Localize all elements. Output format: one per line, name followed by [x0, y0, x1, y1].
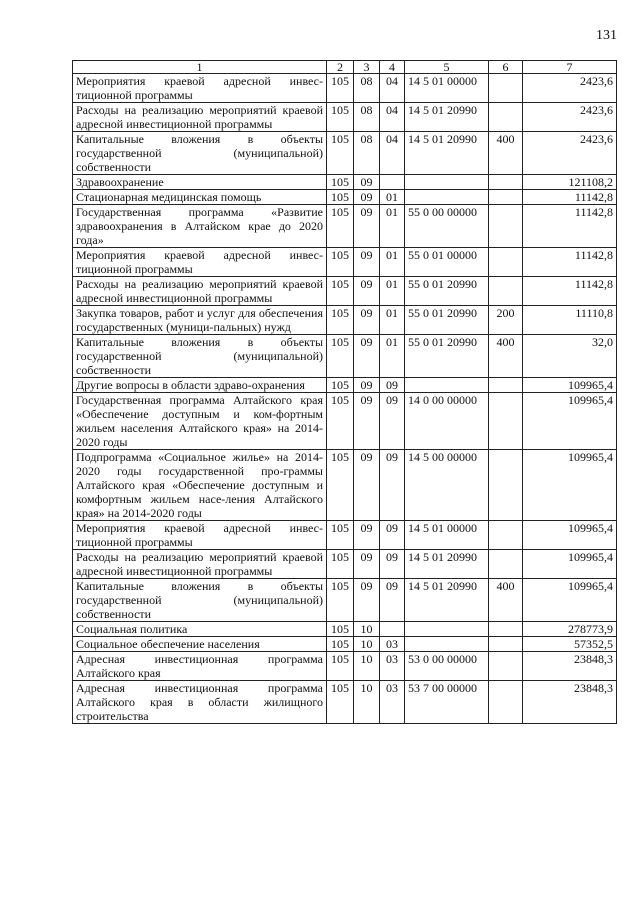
column-header: 3: [354, 61, 380, 74]
cell-subsection-code: 09: [380, 521, 405, 550]
column-header: 5: [405, 61, 489, 74]
cell-section-code: 09: [354, 306, 380, 335]
cell-amount: 57352,5: [523, 637, 617, 652]
cell-ministry-code: 105: [327, 306, 354, 335]
cell-target-article: 14 5 01 00000: [405, 74, 489, 103]
table-row: [73, 550, 617, 579]
table-row: [73, 378, 617, 393]
cell-section-code: 09: [354, 393, 380, 450]
cell-amount: 121108,2: [523, 175, 617, 190]
cell-amount: 2423,6: [523, 74, 617, 103]
table-row: [73, 132, 617, 175]
cell-amount: 32,0: [523, 335, 617, 378]
cell-name: Расходы на реализацию мероприятий краевой адресной инвестиционной программы: [73, 550, 327, 579]
cell-expense-type: [489, 205, 523, 248]
cell-subsection-code: 09: [380, 378, 405, 393]
cell-ministry-code: 105: [327, 205, 354, 248]
cell-section-code: 09: [354, 335, 380, 378]
table-row: [73, 393, 617, 450]
cell-section-code: 08: [354, 132, 380, 175]
cell-target-article: [405, 175, 489, 190]
cell-expense-type: 200: [489, 306, 523, 335]
cell-target-article: 55 0 01 00000: [405, 248, 489, 277]
table-row: [73, 190, 617, 205]
cell-target-article: 14 5 00 00000: [405, 450, 489, 521]
table-row: [73, 205, 617, 248]
cell-name: Капитальные вложения в объекты государственной (муниципальной) собственности: [73, 335, 327, 378]
table-row: [73, 652, 617, 681]
cell-ministry-code: 105: [327, 175, 354, 190]
column-header: 1: [73, 61, 327, 74]
table-row: [73, 579, 617, 622]
cell-expense-type: [489, 450, 523, 521]
cell-expense-type: [489, 637, 523, 652]
cell-name: Мероприятия краевой адресной инвес-тиционной программы: [73, 248, 327, 277]
cell-expense-type: [489, 378, 523, 393]
cell-section-code: 09: [354, 450, 380, 521]
cell-target-article: 55 0 00 00000: [405, 205, 489, 248]
table-row: [73, 450, 617, 521]
cell-target-article: 14 0 00 00000: [405, 393, 489, 450]
cell-target-article: [405, 378, 489, 393]
cell-subsection-code: 01: [380, 248, 405, 277]
cell-expense-type: [489, 652, 523, 681]
cell-section-code: 10: [354, 622, 380, 637]
cell-name: Государственная программа «Развитие здравоохранения в Алтайском крае до 2020 года»: [73, 205, 327, 248]
table-header-row: [73, 61, 617, 74]
table-row: [73, 637, 617, 652]
cell-expense-type: [489, 175, 523, 190]
column-header: 4: [380, 61, 405, 74]
cell-name: Здравоохранение: [73, 175, 327, 190]
table-row: [73, 681, 617, 724]
cell-subsection-code: 01: [380, 277, 405, 306]
cell-expense-type: 400: [489, 335, 523, 378]
cell-target-article: 14 5 01 00000: [405, 521, 489, 550]
cell-amount: 2423,6: [523, 132, 617, 175]
cell-expense-type: [489, 393, 523, 450]
cell-name: Расходы на реализацию мероприятий краевой адресной инвестиционной программы: [73, 103, 327, 132]
cell-target-article: 53 0 00 00000: [405, 652, 489, 681]
cell-expense-type: 400: [489, 132, 523, 175]
cell-expense-type: [489, 277, 523, 306]
cell-subsection-code: 01: [380, 306, 405, 335]
cell-amount: 11142,8: [523, 277, 617, 306]
cell-ministry-code: 105: [327, 248, 354, 277]
cell-target-article: 55 0 01 20990: [405, 335, 489, 378]
cell-name: Адресная инвестиционная программа Алтайского края: [73, 652, 327, 681]
cell-target-article: [405, 622, 489, 637]
cell-subsection-code: 01: [380, 335, 405, 378]
cell-name: Капитальные вложения в объекты государственной (муниципальной) собственности: [73, 579, 327, 622]
cell-name: Капитальные вложения в объекты государственной (муниципальной) собственности: [73, 132, 327, 175]
cell-name: Подпрограмма «Социальное жилье» на 2014-2020 годы государственной про-граммы Алтайского края «Обеспечение доступным и комфортным жильем насе-ления Алтайского края» на 2014-2020 годы: [73, 450, 327, 521]
cell-section-code: 09: [354, 550, 380, 579]
cell-subsection-code: 04: [380, 74, 405, 103]
cell-target-article: [405, 637, 489, 652]
page-number: 131: [596, 28, 617, 43]
cell-name: Расходы на реализацию мероприятий краевой адресной инвестиционной программы: [73, 277, 327, 306]
cell-expense-type: [489, 248, 523, 277]
cell-target-article: [405, 190, 489, 205]
cell-section-code: 09: [354, 378, 380, 393]
cell-ministry-code: 105: [327, 637, 354, 652]
cell-name: Мероприятия краевой адресной инвес-тиционной программы: [73, 521, 327, 550]
cell-expense-type: 400: [489, 579, 523, 622]
cell-name: Мероприятия краевой адресной инвес-тиционной программы: [73, 74, 327, 103]
cell-section-code: 10: [354, 652, 380, 681]
cell-amount: 11110,8: [523, 306, 617, 335]
cell-expense-type: [489, 190, 523, 205]
cell-amount: 23848,3: [523, 652, 617, 681]
cell-amount: 109965,4: [523, 579, 617, 622]
cell-expense-type: [489, 74, 523, 103]
cell-ministry-code: 105: [327, 378, 354, 393]
cell-target-article: 14 5 01 20990: [405, 550, 489, 579]
cell-subsection-code: 03: [380, 637, 405, 652]
cell-amount: 23848,3: [523, 681, 617, 724]
cell-subsection-code: [380, 175, 405, 190]
cell-target-article: 53 7 00 00000: [405, 681, 489, 724]
cell-amount: 11142,8: [523, 205, 617, 248]
cell-name: Адресная инвестиционная программа Алтайского края в области жилищного строительства: [73, 681, 327, 724]
cell-subsection-code: 04: [380, 103, 405, 132]
cell-ministry-code: 105: [327, 622, 354, 637]
cell-expense-type: [489, 681, 523, 724]
cell-ministry-code: 105: [327, 652, 354, 681]
cell-name: Другие вопросы в области здраво-охранения: [73, 378, 327, 393]
cell-section-code: 09: [354, 190, 380, 205]
cell-amount: 109965,4: [523, 450, 617, 521]
table-row: [73, 521, 617, 550]
cell-amount: 109965,4: [523, 521, 617, 550]
cell-section-code: 09: [354, 175, 380, 190]
cell-amount: 109965,4: [523, 550, 617, 579]
table-row: [73, 277, 617, 306]
cell-section-code: 09: [354, 521, 380, 550]
cell-ministry-code: 105: [327, 277, 354, 306]
cell-subsection-code: 03: [380, 681, 405, 724]
cell-ministry-code: 105: [327, 521, 354, 550]
cell-section-code: 09: [354, 248, 380, 277]
column-header: 6: [489, 61, 523, 74]
cell-subsection-code: 01: [380, 205, 405, 248]
cell-subsection-code: 09: [380, 393, 405, 450]
cell-target-article: 55 0 01 20990: [405, 306, 489, 335]
cell-amount: 278773,9: [523, 622, 617, 637]
table-row: [73, 335, 617, 378]
cell-name: Стационарная медицинская помощь: [73, 190, 327, 205]
cell-ministry-code: 105: [327, 550, 354, 579]
cell-subsection-code: [380, 622, 405, 637]
cell-name: Социальное обеспечение населения: [73, 637, 327, 652]
cell-expense-type: [489, 521, 523, 550]
column-header: 2: [327, 61, 354, 74]
cell-amount: 11142,8: [523, 190, 617, 205]
cell-section-code: 08: [354, 74, 380, 103]
cell-ministry-code: 105: [327, 103, 354, 132]
column-header: 7: [523, 61, 617, 74]
cell-amount: 11142,8: [523, 248, 617, 277]
table-row: [73, 175, 617, 190]
cell-ministry-code: 105: [327, 335, 354, 378]
cell-expense-type: [489, 622, 523, 637]
cell-ministry-code: 105: [327, 132, 354, 175]
cell-ministry-code: 105: [327, 450, 354, 521]
budget-table: [72, 60, 617, 724]
cell-target-article: 14 5 01 20990: [405, 132, 489, 175]
cell-ministry-code: 105: [327, 579, 354, 622]
table-row: [73, 248, 617, 277]
cell-amount: 109965,4: [523, 378, 617, 393]
cell-section-code: 09: [354, 205, 380, 248]
cell-target-article: 14 5 01 20990: [405, 579, 489, 622]
cell-subsection-code: 04: [380, 132, 405, 175]
cell-ministry-code: 105: [327, 393, 354, 450]
cell-name: Социальная политика: [73, 622, 327, 637]
cell-subsection-code: 09: [380, 550, 405, 579]
cell-ministry-code: 105: [327, 190, 354, 205]
cell-subsection-code: 09: [380, 450, 405, 521]
cell-expense-type: [489, 103, 523, 132]
cell-expense-type: [489, 550, 523, 579]
cell-ministry-code: 105: [327, 681, 354, 724]
cell-target-article: 14 5 01 20990: [405, 103, 489, 132]
cell-section-code: 10: [354, 681, 380, 724]
cell-section-code: 08: [354, 103, 380, 132]
table-row: [73, 622, 617, 637]
cell-subsection-code: 09: [380, 579, 405, 622]
cell-name: Государственная программа Алтайского края «Обеспечение доступным и ком-фортным жильем населения Алтайского края» на 2014-2020 годы: [73, 393, 327, 450]
table-row: [73, 306, 617, 335]
cell-section-code: 09: [354, 277, 380, 306]
cell-amount: 109965,4: [523, 393, 617, 450]
cell-section-code: 09: [354, 579, 380, 622]
cell-ministry-code: 105: [327, 74, 354, 103]
table-row: [73, 103, 617, 132]
cell-amount: 2423,6: [523, 103, 617, 132]
cell-section-code: 10: [354, 637, 380, 652]
cell-subsection-code: 03: [380, 652, 405, 681]
table-row: [73, 74, 617, 103]
cell-subsection-code: 01: [380, 190, 405, 205]
cell-name: Закупка товаров, работ и услуг для обеспечения государственных (муници-пальных) нужд: [73, 306, 327, 335]
cell-target-article: 55 0 01 20990: [405, 277, 489, 306]
